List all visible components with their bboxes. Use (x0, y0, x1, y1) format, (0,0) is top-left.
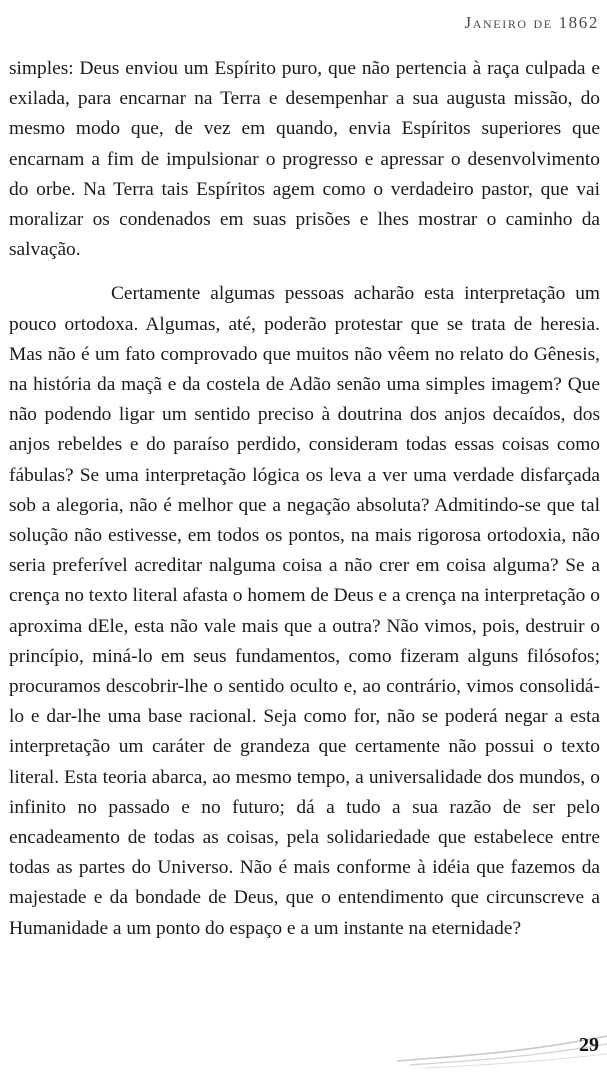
paragraph-2: Certamente algumas pessoas acharão esta interpretação um pouco ortodoxa. Algumas, até, poderão protestar que se trata de heresia. Mas não é um fato comprovado que muitos não vêem no relato do Gênesis, na história da maçã e da costela de Adão senão uma simples imagem? Que não podendo ligar um sentido preciso à doutrina dos anjos decaídos, dos anjos rebeldes e do paraíso perdido, consideram todas essas coisas como fábulas? Se uma interpretação lógica os leva a ver uma verdade disfarçada sob a alegoria, não é melhor que a negação absoluta? Admitindo-se que tal solução não estivesse, em todos os pontos, na mais rigorosa ortodoxia, não seria preferível acreditar nalguma coisa a não crer em coisa alguma? Se a crença no texto literal afasta o homem de Deus e a crença na interpretação o aproxima dEle, esta não vale mais que a outra? Não vimos, pois, destruir o princípio, miná-lo em seus fundamentos, como fizeram alguns filósofos; procuramos descobrir-lhe o sentido oculto e, ao contrário, vimos consolidá-lo e dar-lhe uma base racional. Seja como for, não se poderá negar a esta interpretação um caráter de grandeza que certamente não possui o texto literal. Esta teoria abarca, ao mesmo tempo, a universalidade dos mundos, o infinito no passado e no futuro; dá a tudo a sua razão de ser pelo encadeamento de todas as coisas, pela solidariedade que estabelece entre todas as partes do Universo. Não é mais conforme à idéia que fazemos da majestade e da bondade de Deus, que o entendimento que circunscreve a Humanidade a um ponto do espaço e a um instante na eternidade? (9, 283, 600, 939)
swash-ornament (395, 1030, 607, 1072)
page-number: 29 (579, 1034, 599, 1056)
page-body (9, 54, 600, 944)
running-header: Janeiro de 1862 (464, 13, 599, 32)
paragraph-1: simples: Deus enviou um Espírito puro, que não pertencia à raça culpada e exilada, para encarnar na Terra e desempenhar a sua augusta missão, do mesmo modo que, de vez em quando, envia Espíritos superiores que encarnam a fim de impulsionar o progresso e apressar o desenvolvimento do orbe. Na Terra tais Espíritos agem como o verdadeiro pastor, que vai moralizar os condenados em suas prisões e lhes mostrar o caminho da salvação. (9, 58, 600, 261)
